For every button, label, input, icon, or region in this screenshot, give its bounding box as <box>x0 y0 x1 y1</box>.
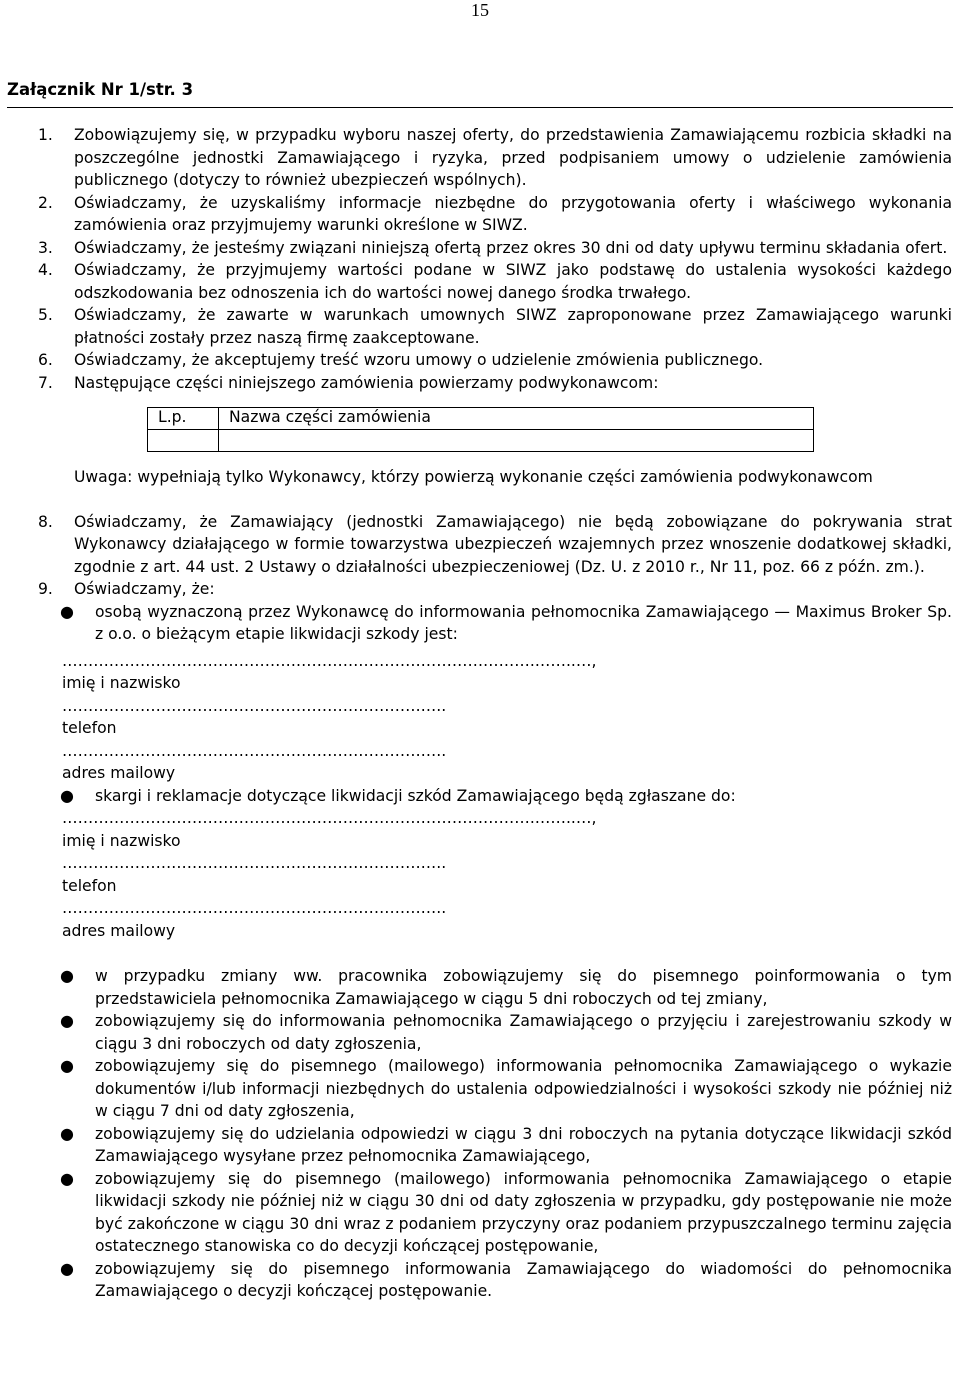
obligation-item <box>0 1123 960 1168</box>
clause-number: 9. <box>38 580 53 598</box>
bullet-icon: ● <box>60 1056 74 1075</box>
table-row <box>148 430 814 452</box>
obligation-item <box>0 1168 960 1258</box>
bullet-icon: ● <box>60 1258 74 1278</box>
fill-line-name-2[interactable]: ……………………………………………………………………………….……..…, <box>62 809 597 827</box>
fill-line-phone-2[interactable]: ……………………………………………………………….. <box>62 854 447 872</box>
bullet-text: zobowiązujemy się do pisemnego (mailowego) informowania pełnomocnika Zamawiającego o etapie likwidacji szkody nie później niż w ciągu 30 dni od daty zgłoszenia w przypadku, gdy postępowanie nie może być zakończone w ciągu 30 dni wraz z podaniem przyczyny oraz podaniem przypuszczalnego terminu zajęcia ostatecznego stanowiska co do decyzji kończącej postępowanie, <box>95 1169 952 1255</box>
bullet-contact-person <box>0 601 960 646</box>
clause-text: Zobowiązujemy się, w przypadku wyboru naszej oferty, do przedstawienia Zamawiającemu rozbicia składki na poszczególne jednostki Zamawiającego i ryzyka, przed podpisaniem umowy o udzielenie zamówienia publicznego (dotyczy to również ubezpieczeń wspólnych). <box>74 126 952 189</box>
bullet-text: w przypadku zmiany ww. pracownika zobowiązujemy się do pisemnego poinformowania o tym przedstawiciela pełnomocnika Zamawiającego w ciągu 5 dni roboczych od tej zmiany, <box>95 967 952 1008</box>
table-note: Uwaga: wypełniają tylko Wykonawcy, którzy powierzą wykonanie części zamówienia podwykonawcom <box>74 468 873 486</box>
clause-text: Oświadczamy, że zawarte w warunkach umownych SIWZ zaproponowane przez Zamawiającego warunki płatności zostały przez naszą firmę zaakceptowane. <box>74 306 952 347</box>
clause-text: Następujące części niniejszego zamówienia powierzamy podwykonawcom: <box>74 373 659 392</box>
clause-text: Oświadczamy, że przyjmujemy wartości podane w SIWZ jako podstawę do ustalenia wysokości każdego odszkodowania bez odnoszenia ich do wartości nowej danego środka trwałego. <box>74 261 952 302</box>
label-phone: telefon <box>62 719 117 737</box>
fill-line-email-2[interactable]: ……………………………………………………………….. <box>62 899 447 917</box>
clause-9 <box>0 578 960 601</box>
bullet-icon: ● <box>60 601 74 621</box>
column-header-name: Nazwa części zamówienia <box>219 408 814 430</box>
clause-text: Oświadczamy, że uzyskaliśmy informacje niezbędne do przygotowania oferty i właściwego wykonania zamówienia oraz przyjmujemy warunki określone w SIWZ. <box>74 193 952 234</box>
clause-text: Oświadczamy, że: <box>74 580 215 598</box>
label-phone-2: telefon <box>62 876 117 895</box>
bullet-text: zobowiązujemy się do pisemnego (mailowego) informowania pełnomocnika Zamawiającego o wykazie dokumentów i/lub informacji niezbędnych do ustalenia odpowiedzialności i wysokości szkody nie później niż w ciągu 7 dni od daty zgłoszenia, <box>95 1057 952 1120</box>
clause-number: 6. <box>38 351 53 369</box>
bullet-text: zobowiązujemy się do pisemnego informowania Zamawiającego do wiadomości do pełnomocnika Zamawiającego o decyzji kończącej postępowanie. <box>95 1259 952 1300</box>
clause-8 <box>0 511 960 579</box>
clause-number: 2. <box>38 193 53 212</box>
clause-number: 3. <box>38 238 53 257</box>
table-cell-name[interactable] <box>219 430 814 452</box>
obligation-item <box>0 1010 960 1055</box>
bullet-text: zobowiązujemy się do informowania pełnomocnika Zamawiającego o przyjęciu i zarejestrowaniu szkody w ciągu 3 dni roboczych od daty zgłoszenia, <box>95 1012 952 1053</box>
label-name-2: imię i nazwisko <box>62 831 181 850</box>
clause-number: 7. <box>38 373 53 392</box>
table-header-row <box>148 408 814 430</box>
clause-4 <box>0 259 960 304</box>
bullet-text: skargi i reklamacje dotyczące likwidacji szkód Zamawiającego będą zgłaszane do: <box>95 786 736 805</box>
bullet-icon: ● <box>60 1123 74 1143</box>
label-name: imię i nazwisko <box>62 674 181 692</box>
subcontractor-table <box>147 407 814 452</box>
bullet-icon: ● <box>60 966 74 985</box>
obligation-item <box>0 1055 960 1123</box>
bullet-icon: ● <box>60 1168 74 1188</box>
clause-number: 8. <box>38 512 53 531</box>
bullet-icon: ● <box>60 785 74 805</box>
bullet-text: osobą wyznaczoną przez Wykonawcę do informowania pełnomocnika Zamawiającego — Maximus Broker Sp. z o.o. o bieżącym etapie likwidacji szkody jest: <box>95 602 952 643</box>
document-body <box>0 124 960 1303</box>
clause-5 <box>0 304 960 349</box>
fill-line-email[interactable]: ……………………………………………………………….. <box>62 741 447 760</box>
page-number: 15 <box>471 0 489 20</box>
clause-2 <box>0 192 960 237</box>
clause-6 <box>0 349 960 372</box>
clause-1 <box>0 124 960 192</box>
clause-text: Oświadczamy, że akceptujemy treść wzoru umowy o udzielenie zmówienia publicznego. <box>74 351 764 369</box>
obligation-item <box>0 1258 960 1303</box>
clause-number: 1. <box>38 126 53 144</box>
column-header-lp: L.p. <box>148 408 219 430</box>
obligation-item <box>0 965 960 1010</box>
label-email-2: adres mailowy <box>62 921 176 940</box>
bullet-text: zobowiązujemy się do udzielania odpowiedzi w ciągu 3 dni roboczych na pytania dotyczące likwidacji szkód Zamawiającego wysyłane przez pełnomocnika Zamawiającego, <box>95 1124 952 1165</box>
label-email: adres mailowy <box>62 764 176 782</box>
clause-7 <box>0 372 960 395</box>
table-cell-lp[interactable] <box>148 430 219 452</box>
clause-3 <box>0 237 960 260</box>
page-title: Załącznik Nr 1/str. 3 <box>7 80 194 99</box>
fill-line-phone[interactable]: ……………………………………………………………….. <box>62 696 447 715</box>
clause-text: Oświadczamy, że Zamawiający (jednostki Zamawiającego) nie będą zobowiązane do pokrywania strat Wykonawcy działającego w formie towarzystwa ubezpieczeń wzajemnych przez wnoszenie dodatkowej składki, zgodnie z art. 44 ust. 2 Ustawy o działalności ubezpieczeniowej (Dz. U. z 2010 r., Nr 11, poz. 66 z późn. zm.). <box>74 512 952 576</box>
bullet-icon: ● <box>60 1011 74 1030</box>
clause-number: 4. <box>38 261 53 279</box>
fill-line-name[interactable]: ……………………………………………………………………………….……..…, <box>62 651 597 670</box>
clause-text: Oświadczamy, że jesteśmy związani niniejszą ofertą przez okres 30 dni od daty upływu terminu składania ofert. <box>74 238 948 257</box>
title-underline <box>7 107 953 108</box>
bullet-complaints <box>0 785 960 808</box>
clause-number: 5. <box>38 306 53 324</box>
